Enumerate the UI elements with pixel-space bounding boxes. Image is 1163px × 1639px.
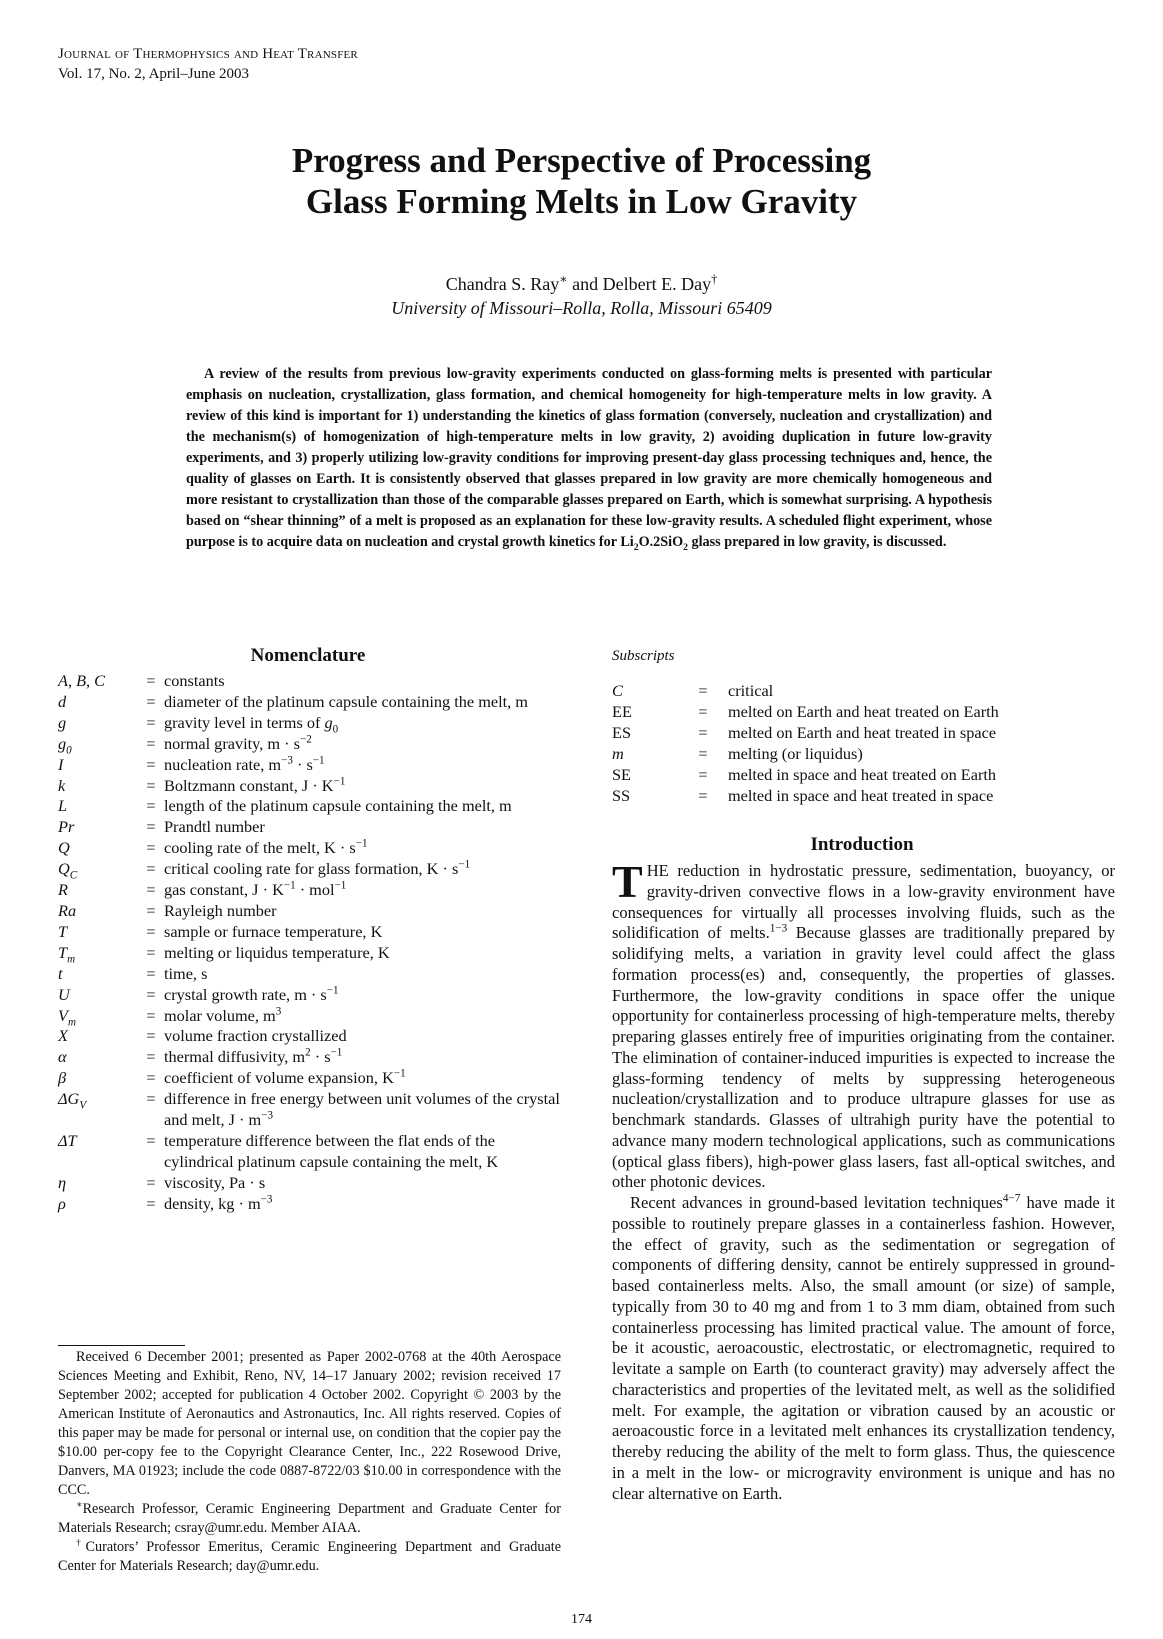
- definition-text: Prandtl number: [164, 817, 265, 837]
- nomenclature-definition: [164, 838, 564, 859]
- nomenclature-row: [58, 838, 564, 859]
- equals-sign: =: [146, 1089, 156, 1109]
- nomenclature-row: [58, 776, 564, 797]
- nomenclature-definition: [164, 734, 564, 755]
- nomenclature-table: [58, 671, 564, 1215]
- nomenclature-row: [58, 796, 564, 817]
- nomenclature-symbol: [58, 838, 138, 859]
- nomenclature-definition: [164, 671, 564, 692]
- subscripts-heading: Subscripts: [612, 648, 675, 664]
- equals-sign: =: [146, 775, 156, 795]
- definition-text: diameter of the platinum capsule containing the melt, m: [164, 691, 528, 711]
- author-line: [0, 272, 1163, 296]
- citation-ref: 1−3: [769, 922, 788, 935]
- subscript-row: [612, 765, 999, 786]
- subscript-symbol: m: [612, 743, 624, 763]
- definition-text: · s: [292, 754, 313, 774]
- symbol-text: d: [58, 691, 67, 711]
- affiliation: University of Missouri–Rolla, Rolla, Missouri 65409: [391, 298, 772, 318]
- symbol-subscript: m: [67, 1015, 76, 1028]
- journal-issue: Vol. 17, No. 2, April–June 2003: [58, 66, 249, 82]
- nomenclature-definition: [164, 985, 564, 1006]
- subscript-definition: melting (or liquidus): [728, 743, 863, 763]
- definition-text: cooling rate of the melt, K · s: [164, 838, 356, 858]
- symbol-text: β: [58, 1068, 67, 1088]
- nomenclature-symbol: [58, 1089, 138, 1131]
- symbol-text: η: [58, 1172, 67, 1192]
- definition-text: crystal growth rate, m · s: [164, 984, 327, 1004]
- definition-exponent: −1: [458, 858, 471, 871]
- equals-sign: =: [146, 859, 156, 879]
- journal-name: Journal of Thermophysics and Heat Transfer: [58, 46, 358, 62]
- authors-block: [0, 272, 1163, 320]
- nomenclature-symbol: [58, 922, 138, 943]
- equals-sign: =: [146, 1193, 156, 1213]
- nomenclature-symbol: [58, 1131, 138, 1173]
- footnotes: [58, 1348, 561, 1576]
- footnote-ray-text: Research Professor, Ceramic Engineering Department and Graduate Center for Materials Research; csray@umr.edu. Member AIAA.: [58, 1501, 561, 1536]
- nomenclature-symbol: [58, 1047, 138, 1068]
- equals-sign: =: [698, 701, 708, 721]
- symbol-text: Ra: [58, 900, 77, 920]
- equals-sign: =: [146, 963, 156, 983]
- subscripts-table: [612, 681, 999, 806]
- equals-sign: =: [698, 785, 708, 805]
- footnote-rule: [58, 1345, 185, 1346]
- nomenclature-symbol: [58, 943, 138, 964]
- nomenclature-symbol: [58, 713, 138, 734]
- nomenclature-symbol: [58, 985, 138, 1006]
- definition-exponent: −1: [334, 879, 347, 892]
- nomenclature-definition: [164, 1026, 564, 1047]
- symbol-text: L: [58, 796, 68, 816]
- nomenclature-symbol: [58, 817, 138, 838]
- nomenclature-row: [58, 901, 564, 922]
- definition-exponent: 2: [305, 1046, 311, 1059]
- nomenclature-row: [58, 859, 564, 880]
- page-number: 174: [571, 1612, 592, 1627]
- nomenclature-definition: [164, 755, 564, 776]
- definition-exponent: −3: [261, 1109, 274, 1122]
- nomenclature-definition: [164, 880, 564, 901]
- symbol-text: g: [58, 733, 67, 753]
- nomenclature-row: [58, 922, 564, 943]
- intro-p2-text-a: Recent advances in ground-based levitation techniques: [630, 1193, 1003, 1212]
- symbol-text: ΔT: [58, 1130, 77, 1150]
- definition-exponent: −1: [393, 1067, 406, 1080]
- definition-text: constants: [164, 671, 225, 690]
- equals-sign: =: [146, 900, 156, 920]
- equals-sign: =: [146, 671, 156, 690]
- definition-text: critical cooling rate for glass formation, K · s: [164, 859, 459, 879]
- equals-sign: =: [146, 733, 156, 753]
- nomenclature-symbol: [58, 1173, 138, 1194]
- equals-sign: =: [698, 722, 708, 742]
- nomenclature-row: [58, 817, 564, 838]
- nomenclature-row: [58, 692, 564, 713]
- equals-sign: =: [146, 942, 156, 962]
- nomenclature-row: [58, 964, 564, 985]
- nomenclature-symbol: [58, 776, 138, 797]
- nomenclature-symbol: [58, 692, 138, 713]
- definition-text: sample or furnace temperature, K: [164, 921, 383, 941]
- author-ray: Chandra S. Ray: [445, 274, 560, 294]
- nomenclature-symbol: [58, 964, 138, 985]
- symbol-text: g: [58, 712, 67, 732]
- definition-text: normal gravity, m · s: [164, 733, 300, 753]
- nomenclature-definition: [164, 859, 564, 880]
- definition-exponent: −1: [333, 775, 346, 788]
- footnote-mark: †: [76, 1537, 86, 1549]
- nomenclature-definition: [164, 1047, 564, 1068]
- nomenclature-definition: [164, 796, 564, 817]
- definition-text: temperature difference between the flat ends of the cylindrical platinum capsule containing the melt, K: [164, 1130, 499, 1171]
- nomenclature-symbol: [58, 1006, 138, 1027]
- introduction-heading: Introduction: [810, 834, 914, 855]
- abstract-sub-a: 2: [633, 541, 639, 553]
- definition-exponent: −1: [312, 754, 325, 767]
- nomenclature-row: [58, 1194, 564, 1215]
- nomenclature-row: [58, 985, 564, 1006]
- citation-ref: 4−7: [1002, 1192, 1021, 1205]
- footnote-day-text: Curators’ Professor Emeritus, Ceramic Engineering Department and Graduate Center for Materials Research; day@umr.edu.: [58, 1539, 561, 1574]
- nomenclature-definition: [164, 1068, 564, 1089]
- nomenclature-definition: [164, 943, 564, 964]
- abstract-text-b: O.2SiO: [638, 534, 684, 550]
- symbol-subscript: 0: [66, 743, 72, 756]
- subscript-definition: melted in space and heat treated on Earth: [728, 764, 997, 784]
- definition-text: density, kg · m: [164, 1193, 261, 1213]
- nomenclature-row: [58, 671, 564, 692]
- equals-sign: =: [146, 796, 156, 816]
- symbol-text: α: [58, 1047, 67, 1067]
- subscript-symbol: C: [612, 681, 623, 700]
- introduction-body: [612, 856, 1116, 1504]
- definition-text: thermal diffusivity, m: [164, 1047, 306, 1067]
- definition-exponent: −1: [283, 879, 296, 892]
- nomenclature-row: [58, 713, 564, 734]
- author-day: Delbert E. Day: [602, 274, 712, 294]
- definition-text: gravity level in terms of: [164, 712, 325, 732]
- nomenclature-definition: [164, 713, 564, 734]
- introduction-paragraph-2: [612, 1193, 1115, 1504]
- nomenclature-definition: [164, 692, 564, 713]
- definition-exponent: −3: [260, 1193, 273, 1206]
- footnote-mark: ∗: [76, 1499, 83, 1511]
- nomenclature-definition: [164, 817, 564, 838]
- symbol-text: R: [58, 880, 68, 900]
- definition-symbol: g: [324, 712, 333, 732]
- nomenclature-row: [58, 943, 564, 964]
- nomenclature-symbol: [58, 1068, 138, 1089]
- nomenclature-row: [58, 1006, 564, 1027]
- subscript-row: [612, 744, 999, 765]
- definition-text: · mol: [295, 880, 335, 900]
- intro-p1-text-b: Because glasses are traditionally prepared by solidifying melts, a variation in gravity level could affect the glass formation process(es) and, consequently, the properties of glasses. Furthermore, the low-gravity conditions in space offer the unique opportunity for containerless processing of high-temperature melts, thereby preparing glasses entirely free of impurities originating from the container. The elimination of container-induced impurities is expected to increase the glass-forming tendency of melts by suppressing heterogeneous nucleation/crystallization and to produce ultrapure glasses for use as benchmark standards. Glasses of ultrahigh purity have the potential to advance many modern technological applications, such as communications (optical glass fibers), high-power glass lasers, fast all-optical switches, and other photonic devices.: [612, 923, 1115, 1192]
- abstract: [186, 364, 992, 553]
- equals-sign: =: [146, 838, 156, 858]
- author-ray-footnote-mark: ∗: [559, 272, 568, 286]
- paper-title: [0, 140, 1163, 222]
- footnote-ray: [58, 1500, 561, 1538]
- definition-text: Boltzmann constant, J · K: [164, 775, 334, 795]
- nomenclature-row: [58, 1068, 564, 1089]
- nomenclature-symbol: [58, 734, 138, 755]
- equals-sign: =: [146, 1068, 156, 1088]
- nomenclature-definition: [164, 776, 564, 797]
- equals-sign: =: [146, 984, 156, 1004]
- footnote-received: Received 6 December 2001; presented as Paper 2002-0768 at the 40th Aerospace Sciences Meeting and Exhibit, Reno, NV, 14–17 January 2002; revision received 17 September 2002; accepted for publication 4 October 2002. Copyright © 2003 by the American Institute of Aeronautics and Astronautics, Inc. All rights reserved. Copies of this paper may be made for personal or internal use, on condition that the copier pay the $10.00 per-copy fee to the Copyright Clearance Center, Inc., 222 Rosewood Drive, Danvers, MA 01923; include the code 0887-8722/03 $10.00 in correspondence with the CCC.: [58, 1349, 561, 1498]
- nomenclature-definition: [164, 1173, 564, 1194]
- definition-text: Rayleigh number: [164, 900, 277, 920]
- definition-exponent: −3: [281, 754, 293, 767]
- nomenclature-symbol: [58, 796, 138, 817]
- nomenclature-definition: [164, 964, 564, 985]
- subscript-row: [612, 786, 999, 807]
- definition-text: coefficient of volume expansion, K: [164, 1068, 394, 1088]
- paper-title-line-2: Glass Forming Melts in Low Gravity: [305, 182, 858, 221]
- definition-text: gas constant, J · K: [164, 880, 284, 900]
- symbol-text: Pr: [58, 817, 75, 837]
- definition-exponent: −1: [330, 1046, 343, 1059]
- subscript-row: [612, 681, 999, 702]
- subscript-symbol: SS: [612, 785, 631, 805]
- definition-text: · s: [310, 1047, 331, 1067]
- equals-sign: =: [146, 1005, 156, 1025]
- drop-cap: T: [612, 856, 643, 907]
- definition-text: molar volume, m: [164, 1005, 276, 1025]
- equals-sign: =: [146, 921, 156, 941]
- definition-subscript: 0: [332, 723, 339, 736]
- nomenclature-symbol: [58, 755, 138, 776]
- nomenclature-definition: [164, 1131, 564, 1173]
- footnote-day: [58, 1538, 561, 1576]
- subscript-row: [612, 723, 999, 744]
- equals-sign: =: [146, 880, 156, 900]
- equals-sign: =: [146, 1172, 156, 1192]
- definition-text: difference in free energy between unit volumes of the crystal and melt, J · m: [164, 1089, 560, 1130]
- symbol-subscript: C: [69, 869, 78, 882]
- abstract-text-a: A review of the results from previous low-gravity experiments conducted on glass-forming melts is presented with particular emphasis on nucleation, crystallization, glass formation, and chemical homogeneity for high-temperature melts in low gravity. A review of this kind is important for 1) understanding the kinetics of glass formation (conversely, nucleation and crystallization) and the mechanism(s) of homogenization of high-temperature melts in low gravity, 2) avoiding duplication in future low-gravity experiments, and 3) properly utilizing low-gravity conditions for improving present-day glass processing techniques and, hence, the quality of glasses on Earth. It is consistently observed that glasses prepared in low gravity are more chemically homogeneous and more resistant to crystallization than those of the comparable glasses prepared on Earth, which is somewhat surprising. A hypothesis based on “shear thinning” of a melt is proposed as an explanation for these low-gravity results. A scheduled flight experiment, whose purpose is to acquire data on nucleation and crystal growth kinetics for Li: [186, 366, 992, 550]
- subscript-symbol: EE: [612, 701, 632, 721]
- definition-exponent: −1: [355, 837, 368, 850]
- definition-exponent: 3: [275, 1005, 282, 1018]
- definition-exponent: −2: [299, 733, 312, 746]
- definition-text: time, s: [164, 963, 208, 983]
- definition-text: volume fraction crystallized: [164, 1026, 347, 1046]
- equals-sign: =: [146, 712, 156, 732]
- subscript-symbol: SE: [612, 764, 632, 784]
- definition-exponent: −1: [326, 984, 339, 997]
- nomenclature-symbol: [58, 1026, 138, 1047]
- definition-text: length of the platinum capsule containing the melt, m: [164, 796, 512, 816]
- symbol-subscript: m: [67, 953, 76, 966]
- symbol-text: Q: [58, 838, 70, 858]
- symbol-text: ΔG: [58, 1089, 80, 1109]
- symbol-text: X: [58, 1026, 68, 1046]
- definition-text: nucleation rate, m: [164, 754, 282, 774]
- symbol-text: Q: [58, 859, 70, 879]
- nomenclature-symbol: [58, 1194, 138, 1215]
- equals-sign: =: [146, 754, 156, 774]
- nomenclature-definition: [164, 901, 564, 922]
- nomenclature-row: [58, 1131, 564, 1173]
- nomenclature-definition: [164, 1194, 564, 1215]
- equals-sign: =: [146, 1026, 156, 1046]
- equals-sign: =: [146, 691, 156, 711]
- equals-sign: =: [146, 817, 156, 837]
- symbol-text: I: [58, 754, 64, 774]
- symbol-text: V: [58, 1005, 68, 1025]
- nomenclature-row: [58, 880, 564, 901]
- nomenclature-row: [58, 1047, 564, 1068]
- nomenclature-row: [58, 755, 564, 776]
- paper-title-line-1: Progress and Perspective of Processing: [291, 141, 872, 180]
- definition-text: melting or liquidus temperature, K: [164, 942, 390, 962]
- nomenclature-row: [58, 1173, 564, 1194]
- symbol-text: U: [58, 984, 70, 1004]
- author-conjunction: and: [567, 274, 603, 294]
- nomenclature-row: [58, 734, 564, 755]
- subscript-definition: melted in space and heat treated in space: [728, 785, 994, 805]
- intro-p1-text-a: HE reduction in hydrostatic pressure, sedimentation, buoyancy, or gravity-driven convective flows in a low-gravity environment have consequences for virtually all processes involving fluids, such as the solidification of melts.: [612, 861, 1115, 943]
- nomenclature-definition: [164, 922, 564, 943]
- symbol-text: ρ: [58, 1193, 66, 1213]
- intro-p2-text-b: have made it possible to routinely prepare glasses in a containerless fashion. However, the effect of gravity, such as the sedimentation or segregation of components of differing density, cannot be entirely suppressed in ground-based containerless melts. Also, the small amount (or size) of sample, typically from 30 to 40 mg and from 1 to 3 mm diam, obtained from such containerless processing has limited practical value. The amount of force, be it acoustic, aeroacoustic, electrostatic, or electromagnetic, required to levitate a sample on Earth (to counteract gravity) may adversely affect the characteristics and properties of the levitated melt, as well as the solidified melt. For example, the agitation or vibration caused by an acoustic or aeroacoustic force in a levitated melt enhances its crystallization tendency, thereby reducing the ability of the melt to form glass. Thus, the quiescence in a melt in the low- or microgravity environment is unique and has no clear alternative on Earth.: [612, 1193, 1116, 1503]
- nomenclature-heading: Nomenclature: [250, 645, 366, 666]
- symbol-text: T: [58, 921, 68, 941]
- nomenclature-definition: [164, 1089, 564, 1131]
- journal-header: [58, 44, 358, 84]
- abstract-text-c: glass prepared in low gravity, is discussed.: [687, 534, 947, 550]
- symbol-subscript: V: [79, 1099, 87, 1112]
- introduction-paragraph-1: [612, 856, 1115, 1193]
- nomenclature-symbol: [58, 859, 138, 880]
- symbol-text: T: [58, 942, 68, 962]
- equals-sign: =: [146, 1130, 156, 1150]
- definition-text: viscosity, Pa · s: [164, 1172, 266, 1192]
- symbol-text: k: [58, 775, 66, 795]
- subscript-definition: melted on Earth and heat treated on Earth: [728, 701, 999, 721]
- subscript-symbol: ES: [612, 722, 632, 742]
- equals-sign: =: [698, 743, 708, 763]
- nomenclature-row: [58, 1089, 564, 1131]
- author-day-footnote-mark: †: [711, 272, 718, 286]
- nomenclature-symbol: [58, 901, 138, 922]
- equals-sign: =: [698, 681, 708, 700]
- subscript-row: [612, 702, 999, 723]
- nomenclature-row: [58, 1026, 564, 1047]
- symbol-text: A, B, C: [58, 671, 106, 690]
- nomenclature-symbol: [58, 671, 138, 692]
- subscript-definition: melted on Earth and heat treated in space: [728, 722, 997, 742]
- abstract-sub-b: 2: [683, 541, 688, 553]
- nomenclature-definition: [164, 1006, 564, 1027]
- equals-sign: =: [698, 764, 708, 784]
- equals-sign: =: [146, 1047, 156, 1067]
- subscript-definition: critical: [728, 681, 774, 700]
- nomenclature-symbol: [58, 880, 138, 901]
- symbol-text: t: [58, 963, 63, 983]
